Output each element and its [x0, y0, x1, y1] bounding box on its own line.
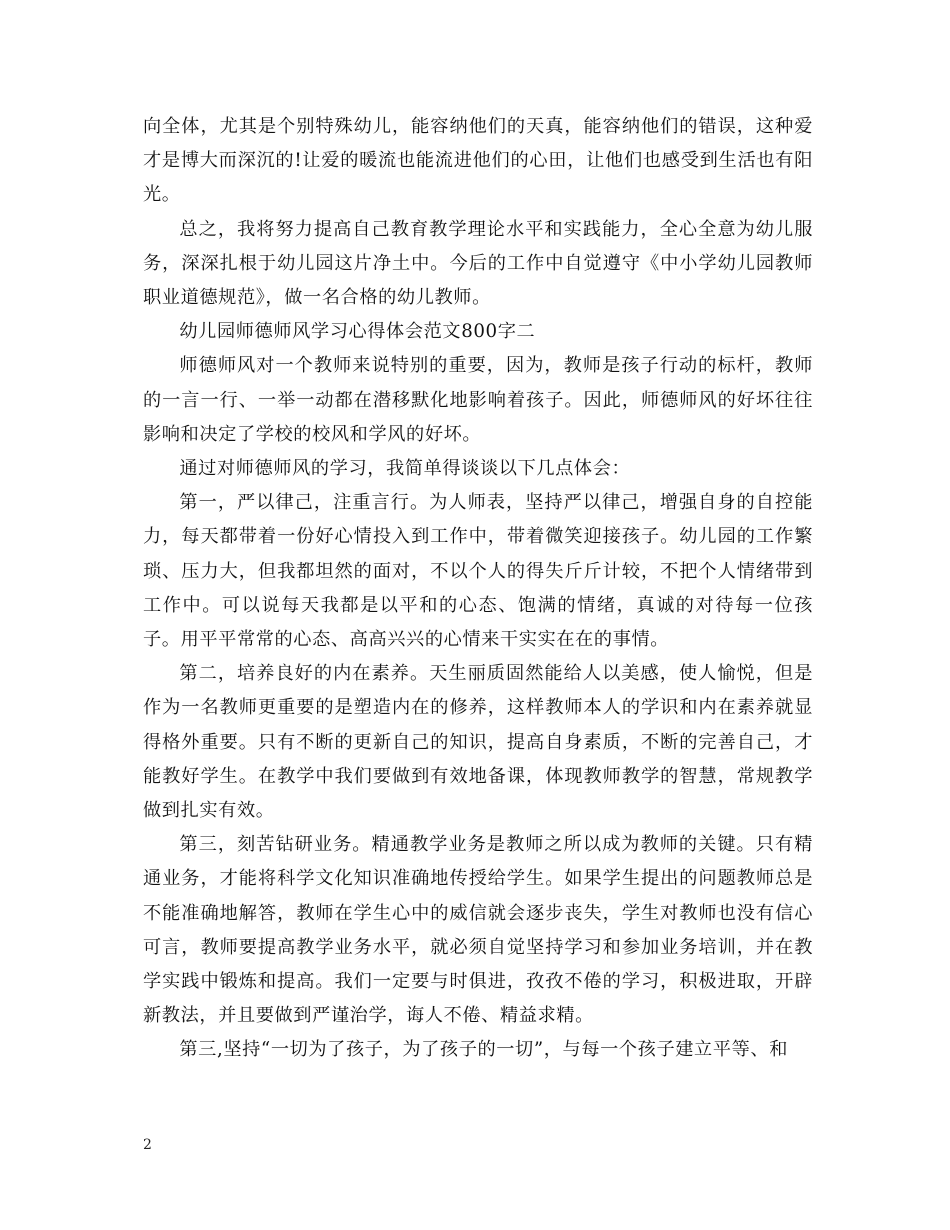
- paragraph-conclusion: 总之，我将努力提高自己教育教学理论水平和实践能力，全心全意为幼儿服务，深深扎根于幼儿园这片净土中。今后的工作中自觉遵守《中小学幼儿园教师职业道德规范》，做一名合格的幼儿教师。: [143, 218, 813, 309]
- page-number: 2: [143, 1137, 152, 1153]
- body-text: [143, 110, 813, 1068]
- paragraph-point-1: 第一，严以律己，注重言行。为人师表，坚持严以律己，增强自身的自控能力，每天都带着一份好心情投入到工作中，带着微笑迎接孩子。幼儿园的工作繁琐、压力大，但我都坦然的面对，不以个人的得失斤斤计较，不把个人情绪带到工作中。可以说每天我都是以平和的心态、饱满的情绪，真诚的对待每一位孩子。用平平常常的心态、高高兴兴的心情来干实实在在的事情。: [143, 492, 813, 651]
- paragraph-lead-in: 通过对师德师风的学习，我简单得谈谈以下几点体会：: [179, 458, 631, 480]
- paragraph-point-4: 第三,坚持“一切为了孩子，为了孩子的一切”，与每一个孩子建立平等、和: [179, 1039, 788, 1061]
- paragraph-point-3: 第三，刻苦钻研业务。精通教学业务是教师之所以成为教师的关键。只有精通业务，才能将科学文化知识准确地传授给学生。如果学生提出的问题教师总是不能准确地解答，教师在学生心中的威信就会逐步丧失，学生对教师也没有信心可言，教师要提高教学业务水平，就必须自觉坚持学习和参加业务培训，并在教学实践中锻炼和提高。我们一定要与时俱进，孜孜不倦的学习，积极进取，开辟新教法，并且要做到严谨治学，诲人不倦、精益求精。: [143, 834, 813, 1027]
- paragraph-point-2: 第二，培养良好的内在素养。天生丽质固然能给人以美感，使人愉悦，但是作为一名教师更重要的是塑造内在的修养，这样教师本人的学识和内在素养就显得格外重要。只有不断的更新自己的知识，提高自身素质，不断的完善自己，才能教好学生。在教学中我们要做到有效地备课，体现教师教学的智慧，常规教学做到扎实有效。: [143, 663, 813, 822]
- paragraph-intro: 师德师风对一个教师来说特别的重要，因为，教师是孩子行动的标杆，教师的一言一行、一举一动都在潜移默化地影响着孩子。因此，师德师风的好坏往往影响和决定了学校的校风和学风的好坏。: [143, 355, 813, 445]
- section-heading: 幼儿园师德师风学习心得体会范文800字二: [179, 321, 536, 343]
- paragraph-continuation: 向全体，尤其是个别特殊幼儿，能容纳他们的天真，能容纳他们的错误，这种爱才是博大而深沉的!让爱的暖流也能流进他们的心田，让他们也感受到生活也有阳光。: [143, 116, 813, 206]
